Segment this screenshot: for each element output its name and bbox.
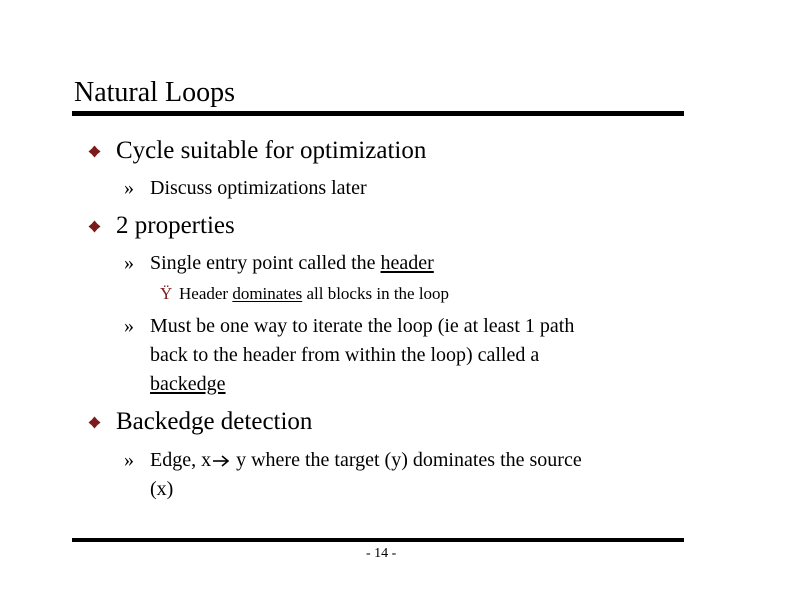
diamond-bullet-icon: [88, 220, 101, 233]
sub-bullet-marker: »: [124, 252, 134, 274]
sub-sub-bullet-header-dominates: [179, 284, 449, 304]
edge-text-before: Edge, x: [150, 449, 212, 471]
bullet-cycle-suitable: Cycle suitable for optimization: [116, 137, 427, 164]
backedge-term: backedge: [150, 373, 226, 395]
sub-bullet-edge-definition-line2: (x): [150, 478, 174, 500]
sub-bullet-discuss-optimizations: Discuss optimizations later: [150, 177, 367, 199]
header-dominates-text-after: all blocks in the loop: [302, 284, 450, 303]
right-arrow-icon: [211, 454, 231, 468]
title-divider: [72, 111, 684, 116]
sub-sub-bullet-marker: Ÿ: [160, 284, 173, 303]
dominates-term: dominates: [232, 284, 303, 303]
sub-bullet-must-be-one-way-line1: Must be one way to iterate the loop (ie at least 1 path: [150, 315, 575, 337]
edge-text-after: y where the target (y) dominates the source: [231, 449, 582, 471]
footer-divider: [72, 538, 684, 542]
diamond-bullet-icon: [88, 145, 101, 158]
sub-bullet-marker: »: [124, 315, 134, 337]
header-term: header: [380, 252, 434, 274]
header-dominates-text-before: Header: [179, 284, 233, 303]
sub-bullet-marker: »: [124, 449, 134, 471]
sub-bullet-single-entry-point: [150, 249, 434, 278]
page-number: - 14 -: [366, 546, 397, 561]
slide-title: Natural Loops: [74, 77, 235, 108]
bullet-backedge-detection: Backedge detection: [116, 408, 313, 435]
sub-bullet-edge-definition-line1: [150, 446, 582, 475]
sub-bullet-marker: »: [124, 177, 134, 199]
bullet-2-properties: 2 properties: [116, 212, 235, 239]
sub-bullet-must-be-one-way-line2: back to the header from within the loop) called a: [150, 344, 540, 366]
single-entry-text: Single entry point called the: [150, 252, 381, 274]
diamond-bullet-icon: [88, 416, 101, 429]
